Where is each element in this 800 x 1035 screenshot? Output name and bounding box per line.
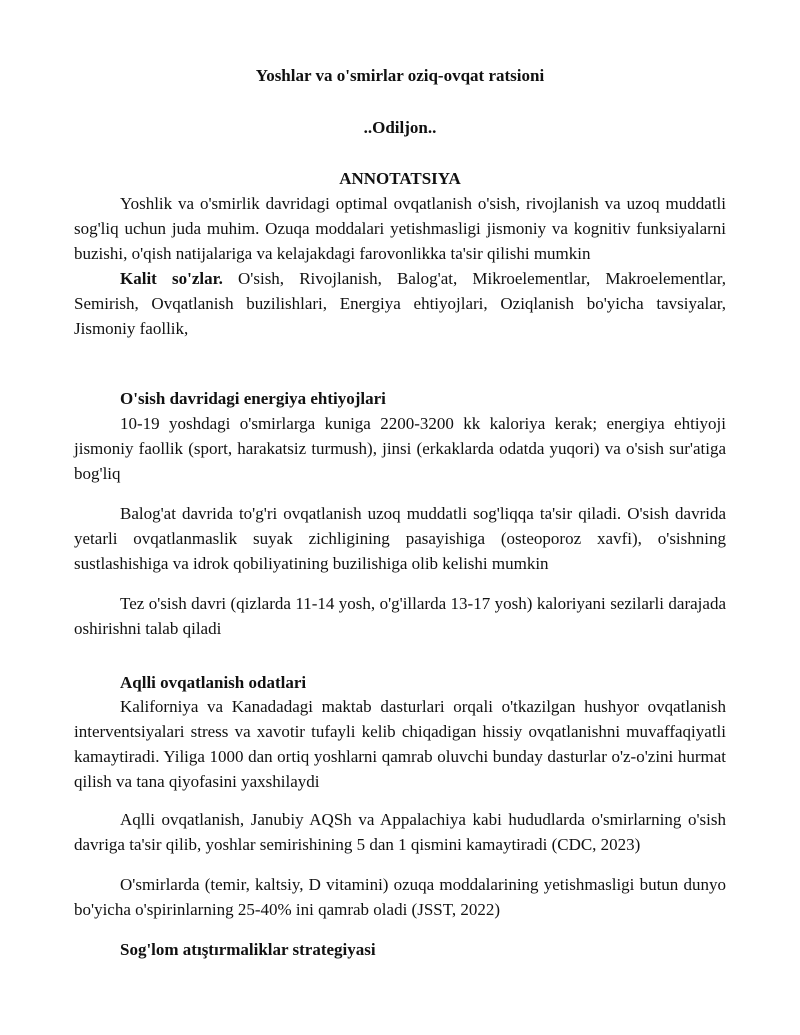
- annotation-heading: ANNOTATSIYA: [339, 169, 461, 188]
- keywords-label: Kalit so'zlar.: [120, 269, 223, 288]
- mindful-paragraph-1: Kaliforniya va Kanadadagi maktab dasturlari orqali o'tkazilgan hushyor ovqatlanish interventsiyalari stress va xavotir tufayli kelib chiqadigan hissiy ovqatlanishni muvaffaqiyatli kamaytiradi. Yiliga 1000 dan ortiq yoshlarni qamrab oluvchi bunday dasturlar o'z-o'zini hurmat qilish va tana qiyofasini yaxshilaydi: [74, 697, 726, 791]
- mindful-paragraph-2: Aqlli ovqatlanish, Janubiy AQSh va Appalachiya kabi hududlarda o'smirlarning o'sish davriga ta'sir qilib, yoshlar semirishining 5 dan 1 qismini kamaytiradi (CDC, 2023): [74, 810, 726, 854]
- annotation-paragraph: Yoshlik va o'smirlik davridagi optimal ovqatlanish o'sish, rivojlanish va uzoq muddatli sog'liq uchun juda muhim. Ozuqa moddalari yetishmasligi jismoniy va kognitiv funksiyalarni buzishi, o'qish natijalariga va kelajakdagi farovonlikka ta'sir qilishi mumkin: [74, 194, 726, 263]
- author-name: ..Odiljon..: [363, 118, 437, 137]
- keywords-paragraph: [74, 266, 726, 341]
- energy-paragraph-3: Tez o'sish davri (qizlarda 11-14 yosh, o'g'illarda 13-17 yosh) kaloriyani sezilarli darajada oshirishni talab qiladi: [74, 594, 726, 638]
- document-title: Yoshlar va o'smirlar oziq-ovqat ratsioni: [255, 66, 545, 85]
- mindful-paragraph-3: O'smirlarda (temir, kaltsiy, D vitamini) ozuqa moddalarining yetishmasligi butun dunyo bo'yicha o'spirinlarning 25-40% ini qamrab oladi (JSST, 2022): [74, 875, 726, 919]
- keywords-text: O'sish, Rivojlanish, Balog'at, Mikroelementlar, Makroelementlar, Semirish, Ovqatlanish buzilishlari, Energiya ehtiyojlari, Oziqlanish bo'yicha tavsiyalar, Jismoniy faollik,: [74, 269, 726, 338]
- section-heading-mindful-eating: Aqlli ovqatlanish odatlari: [120, 673, 307, 692]
- energy-paragraph-1: 10-19 yoshdagi o'smirlarga kuniga 2200-3200 kk kaloriya kerak; energiya ehtiyoji jismoniy faollik (sport, harakatsiz turmush), jinsi (erkaklarda odatda yuqori) va o'sish sur'atiga bog'liq: [74, 414, 726, 483]
- energy-paragraph-2: Balog'at davrida to'g'ri ovqatlanish uzoq muddatli sog'liqqa ta'sir qiladi. O'sish davrida yetarli ovqatlanmaslik suyak zichligining pasayishiga (osteoporoz xavfi), o'sishning sustlashishiga va idrok qobiliyatining buzilishiga olib kelishi mumkin: [74, 504, 726, 573]
- section-heading-energy: O'sish davridagi energiya ehtiyojlari: [120, 389, 386, 408]
- section-heading-snacks: Sog'lom atıştırmaliklar strategiyasi: [120, 940, 376, 959]
